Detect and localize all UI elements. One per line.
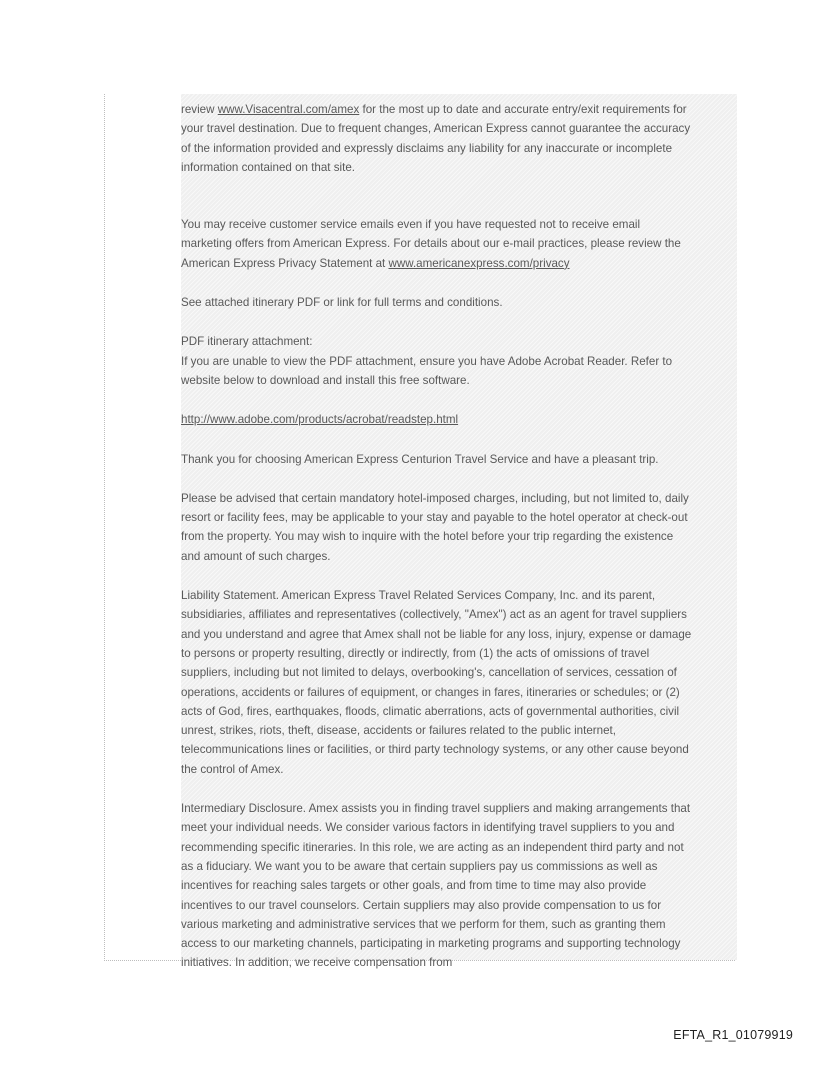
visacentral-link[interactable]: www.Visacentral.com/amex [217,103,360,116]
liability-statement-paragraph: Liability Statement. American Express Travel Related Services Company, Inc. and its parent, subsidiaries, affiliates and representatives (collectively, "Amex") act as an agent for travel suppliers and you understand and agree that Amex shall not be liable for any loss, injury, expense or damage to persons or property resulting, directly or indirectly, from (1) the acts of omissions of travel suppliers, including but not limited to delays, overbooking's, cancellation of services, cessation of operations, accidents or failures of equipment, or changes in fares, itineraries or schedules; or (2) acts of God, fires, earthquakes, floods, climatic aberrations, acts of governmental authorities, civil unrest, strikes, riots, theft, disease, accidents or failures related to the public internet, telecommunications lines or facilities, or third party technology systems, or any other cause beyond the control of Amex. [181,589,692,776]
visa-text-post: for the most up to date and accurate entry/exit requirements for your travel destination. Due to frequent changes, American Express cannot guarantee the accuracy of the information provided and expressly disclaims any liability for any inaccurate or incomplete information contained on that site. [181,103,691,174]
adobe-reader-link[interactable]: http://www.adobe.com/products/acrobat/readstep.html [181,413,459,427]
visa-text-pre: review [181,103,218,116]
pdf-attachment-instructions: If you are unable to view the PDF attachment, ensure you have Adobe Acrobat Reader. Refer to website below to download and install this free software. [181,354,673,387]
adobe-link-paragraph [181,410,693,429]
terms-paragraph: See attached itinerary PDF or link for full terms and conditions. [181,296,503,310]
email-body-panel [181,94,737,970]
email-practices-text: You may receive customer service emails even if you have requested not to receive email marketing offers from American Express. For details about our e-mail practices, please review the American Express Privacy Statement at [181,218,681,270]
thank-you-paragraph: Thank you for choosing American Express Centurion Travel Service and have a pleasant trip. [181,452,659,466]
hotel-charges-paragraph: Please be advised that certain mandatory hotel-imposed charges, including, but not limited to, daily resort or facility fees, may be applicable to your stay and payable to the hotel operator at check-out from the property. You may wish to inquire with the hotel before your trip regarding the existence and amount of such charges. [181,491,689,563]
document-frame [104,94,735,970]
visa-requirements-paragraph [181,100,693,177]
email-body-text [181,100,693,993]
pdf-attachment-heading: PDF itinerary attachment: [181,335,313,349]
intermediary-disclosure-paragraph: Intermediary Disclosure. Amex assists you in finding travel suppliers and making arrangements that meet your individual needs. We consider various factors in identifying travel suppliers to you and recommending specific itineraries. In this role, we are acting as an independent third party and not as a fiduciary. We want you to be aware that certain suppliers pay us commissions as well as incentives for reaching sales targets or other goals, and from time to time may also provide incentives to our travel counselors. Certain suppliers may also provide compensation to us for various marketing and administrative services that we perform for them, such as granting them access to our marketing channels, participating in marketing programs and supporting technology initiatives. In addition, we receive compensation from [181,802,691,970]
email-practices-paragraph [181,215,693,273]
pdf-attachment-paragraph [181,332,693,390]
privacy-statement-link[interactable]: www.americanexpress.com/privacy [388,256,570,270]
document-id-stamp: EFTA_R1_01079919 [673,1028,793,1042]
